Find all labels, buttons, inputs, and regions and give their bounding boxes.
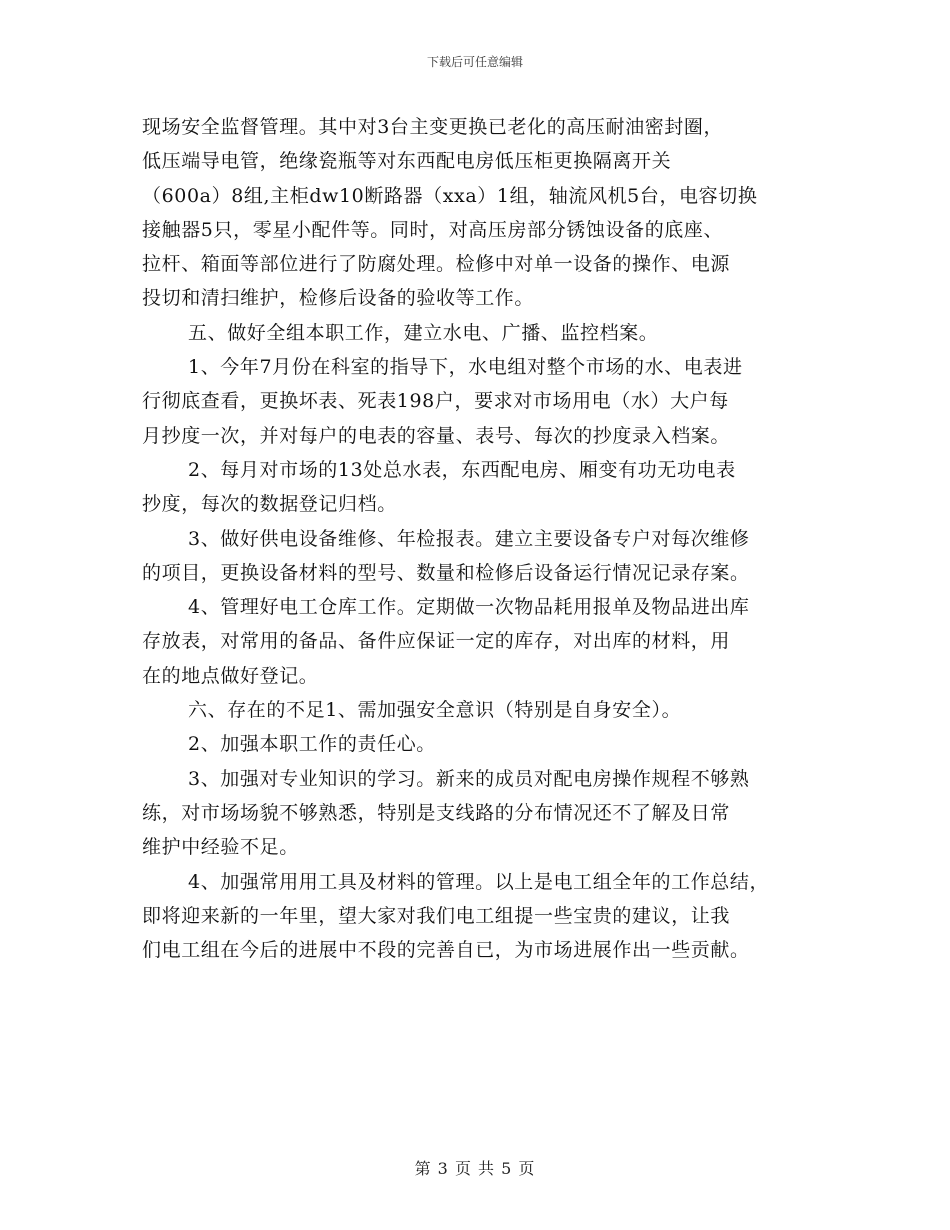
text-line: 1、今年7月份在科室的指导下，水电组对整个市场的水、电表进 xyxy=(188,356,743,379)
text-line: 2、每月对市场的13处总水表，东西配电房、厢变有功无功电表 xyxy=(188,458,736,481)
text-line: 抄度，每次的数据登记归档。 xyxy=(142,493,397,516)
text-line: 的项目，更换设备材料的型号、数量和检修后设备运行情况记录存案。 xyxy=(142,561,750,584)
text-line: 拉杆、箱面等部位进行了防腐处理。检修中对单一设备的操作、电源 xyxy=(142,253,731,276)
text-line: 4、管理好电工仓库工作。定期做一次物品耗用报单及物品进出库 xyxy=(188,596,750,619)
text-line: 练，对市场场貌不够熟悉，特别是支线路的分布情况还不了解及日常 xyxy=(142,801,731,824)
text-line: 行彻底查看，更换坏表、死表198户，要求对市场用电（水）大户每 xyxy=(142,390,729,413)
text-line: 3、做好供电设备维修、年检报表。建立主要设备专户对每次维修 xyxy=(188,527,750,550)
document-body xyxy=(142,110,842,967)
text-line: 3、加强对专业知识的学习。新来的成员对配电房操作规程不够熟 xyxy=(188,767,750,790)
section-heading: 六、存在的不足1、需加强安全意识（特别是自身安全）。 xyxy=(188,699,682,722)
text-line: 低压端导电管，绝缘瓷瓶等对东西配电房低压柜更换隔离开关 xyxy=(142,150,672,173)
text-line: 即将迎来新的一年里，望大家对我们电工组提一些宝贵的建议，让我 xyxy=(142,904,731,927)
text-line: 存放表，对常用的备品、备件应保证一定的库存，对出库的材料，用 xyxy=(142,630,731,653)
text-line: 现场安全监督管理。其中对3台主变更换已老化的高压耐油密封圈， xyxy=(142,116,724,138)
text-line: 月抄度一次，并对每户的电表的容量、表号、每次的抄度录入档案。 xyxy=(142,424,731,447)
text-line: 2、加强本职工作的责任心。 xyxy=(188,733,436,756)
text-line: （600a）8组,主柜dw10断路器（xxa）1组，轴流风机5台，电容切换 xyxy=(142,184,758,207)
text-line: 们电工组在今后的进展中不段的完善自已，为市场进展作出一些贡献。 xyxy=(142,939,750,962)
page-footer: 第 3 页 共 5 页 xyxy=(414,1159,536,1178)
section-heading: 五、做好全组本职工作，建立水电、广播、监控档案。 xyxy=(188,321,659,344)
text-line: 投切和清扫维护，检修后设备的验收等工作。 xyxy=(142,287,535,310)
page-header: 下载后可任意编辑 xyxy=(426,55,523,69)
text-line: 维护中经验不足。 xyxy=(142,836,299,859)
text-line: 在的地点做好登记。 xyxy=(142,664,319,687)
text-line: 接触器5只，零星小配件等。同时，对高压房部分锈蚀设备的底座、 xyxy=(142,218,724,241)
text-line: 4、加强常用用工具及材料的管理。以上是电工组全年的工作总结， xyxy=(188,870,770,893)
